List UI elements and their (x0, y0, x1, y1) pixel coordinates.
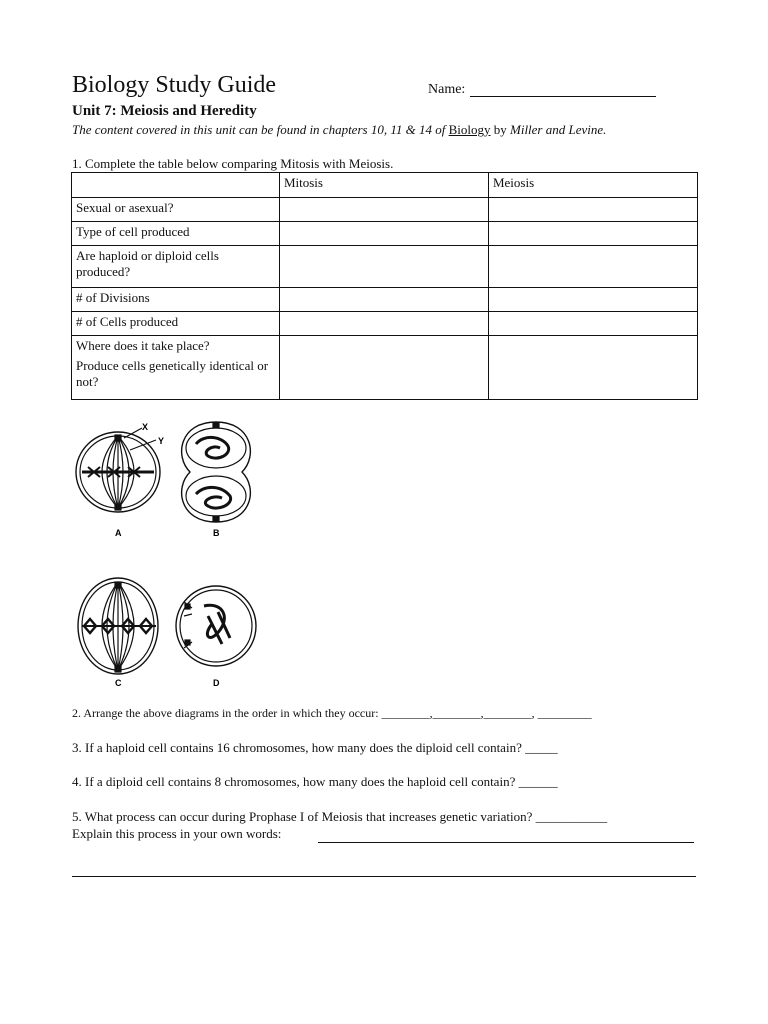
cell-division-diagram (72, 416, 272, 696)
table-header-mitosis: Mitosis (279, 173, 488, 198)
mitosis-answer-cell[interactable] (279, 312, 488, 336)
mitosis-answer-cell[interactable] (279, 246, 488, 288)
row-label: Produce cells genetically identical or not? (76, 358, 269, 389)
meiosis-answer-cell[interactable] (488, 222, 697, 246)
mitosis-answer-cell[interactable] (279, 336, 488, 400)
intro-authors: Miller and Levine. (510, 122, 607, 137)
label-a: A (115, 528, 122, 538)
meiosis-answer-cell[interactable] (488, 246, 697, 288)
question-3: 3. If a haploid cell contains 16 chromosomes, how many does the diploid cell contain? _____ (72, 740, 558, 755)
mitosis-answer-cell[interactable] (279, 222, 488, 246)
table-header-blank (72, 173, 280, 198)
intro-pre: The content covered in this unit can be found in chapters 10, 11 & 14 of (72, 122, 446, 137)
intro-by: by (493, 122, 507, 137)
answer-line[interactable] (72, 876, 696, 877)
explain-answer-line[interactable] (318, 842, 694, 843)
table-row (72, 222, 698, 246)
label-c: C (115, 678, 122, 688)
label-b: B (213, 528, 220, 538)
row-label: Are haploid or diploid cells produced? (72, 246, 280, 288)
row-label-combined (72, 336, 280, 400)
cell-b (182, 422, 251, 522)
row-label: # of Cells produced (72, 312, 280, 336)
comparison-table (71, 172, 698, 400)
meiosis-answer-cell[interactable] (488, 312, 697, 336)
table-row (72, 198, 698, 222)
table-row (72, 288, 698, 312)
question-1: 1. Complete the table below comparing Mitosis with Meiosis. (72, 156, 394, 171)
row-label: Type of cell produced (72, 222, 280, 246)
table-row (72, 336, 698, 400)
table-row (72, 246, 698, 288)
page-title: Biology Study Guide (72, 72, 277, 98)
name-label: Name: (428, 82, 466, 97)
row-label: Where does it take place? (76, 338, 210, 353)
mitosis-answer-cell[interactable] (279, 198, 488, 222)
intro-text (72, 122, 606, 138)
row-label: # of Divisions (72, 288, 280, 312)
meiosis-answer-cell[interactable] (488, 198, 697, 222)
row-label: Sexual or asexual? (72, 198, 280, 222)
meiosis-answer-cell[interactable] (488, 288, 697, 312)
question-2: 2. Arrange the above diagrams in the order in which they occur: ________,________,________, _________ (72, 706, 592, 720)
table-header-meiosis: Meiosis (488, 173, 697, 198)
question-5: 5. What process can occur during Prophase I of Meiosis that increases genetic variation? ___________ (72, 809, 608, 824)
unit-heading: Unit 7: Meiosis and Heredity (72, 103, 257, 119)
callout-y: Y (158, 436, 165, 446)
cell-c (78, 578, 158, 674)
name-field-line[interactable] (470, 96, 656, 97)
explain-prompt: Explain this process in your own words: (72, 826, 282, 841)
mitosis-answer-cell[interactable] (279, 288, 488, 312)
intro-book: Biology (448, 122, 491, 137)
table-header-row (72, 173, 698, 198)
table-row (72, 312, 698, 336)
meiosis-answer-cell[interactable] (488, 336, 697, 400)
callout-x: X (142, 422, 149, 432)
cell-d (176, 586, 256, 666)
question-4: 4. If a diploid cell contains 8 chromosomes, how many does the haploid cell contain? ______ (72, 774, 558, 789)
cell-a (76, 428, 160, 512)
label-d: D (213, 678, 220, 688)
